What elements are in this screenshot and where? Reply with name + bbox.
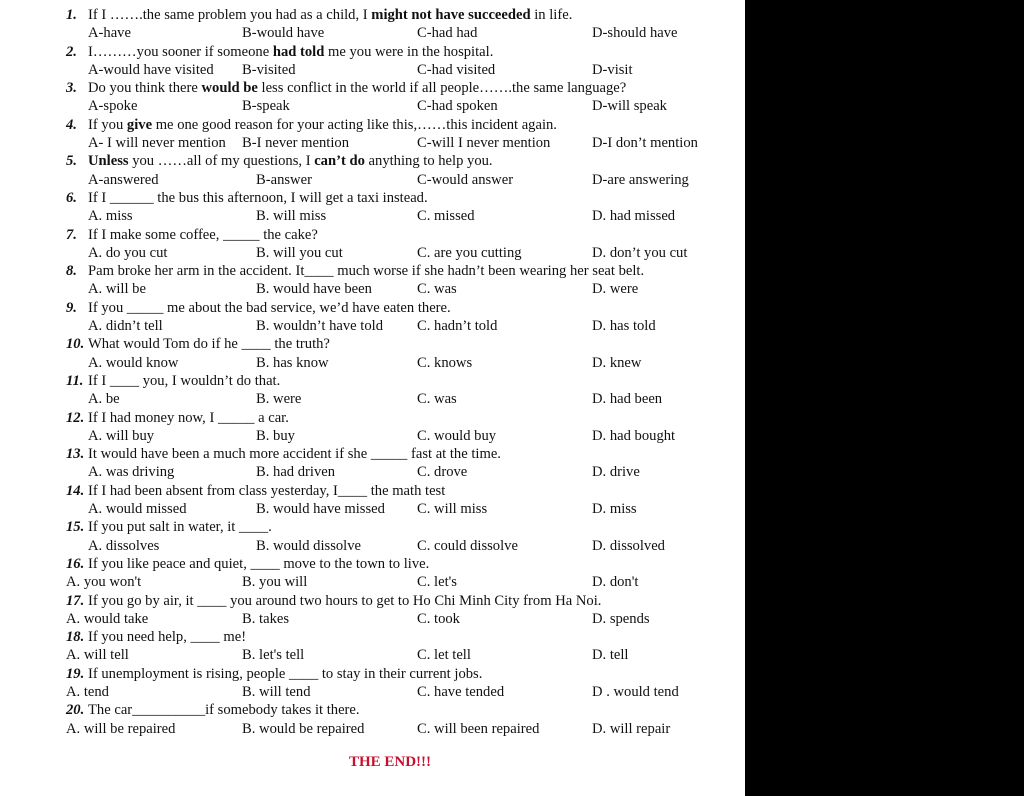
option-b: B. will you cut <box>256 244 343 261</box>
question-stem <box>88 372 280 390</box>
question-stem <box>88 518 272 536</box>
option-b: B-visited <box>242 61 296 78</box>
question-stem <box>88 555 429 573</box>
option-b: B. were <box>256 391 302 408</box>
option-b: B-I never mention <box>242 135 349 152</box>
option-b: B. will tend <box>242 683 311 700</box>
question-stem <box>88 226 318 244</box>
options-row <box>0 97 745 115</box>
option-c: C. let tell <box>417 647 471 664</box>
option-a: A-spoke <box>88 98 138 115</box>
option-c: C. have tended <box>417 683 505 700</box>
options-row <box>0 317 745 335</box>
stem-text: If I ______ the bus this afternoon, I will get a taxi instead. <box>88 189 428 206</box>
question-stem <box>88 335 330 353</box>
question-1 <box>0 6 745 24</box>
option-a: A- I will never mention <box>88 135 226 152</box>
bold-keyword: had told <box>272 43 325 60</box>
question-number: 19. <box>66 665 85 682</box>
question-3 <box>0 79 745 97</box>
question-15 <box>0 518 745 536</box>
options-row <box>0 537 745 555</box>
stem-text: If I make some coffee, _____ the cake? <box>88 226 318 243</box>
option-d: D. don’t you cut <box>592 244 688 261</box>
stem-text: me one good reason for your acting like this,……this incident again. <box>152 116 557 133</box>
question-stem <box>88 628 246 646</box>
option-d: D. had bought <box>592 427 676 444</box>
stem-text: in life. <box>530 7 573 23</box>
options-row <box>0 354 745 372</box>
option-d: D . would tend <box>592 683 679 700</box>
stem-text: If I had money now, I _____ a car. <box>88 409 289 426</box>
options-row <box>0 61 745 79</box>
question-2 <box>0 43 745 61</box>
question-13 <box>0 445 745 463</box>
question-8 <box>0 262 745 280</box>
option-b: B. takes <box>242 610 290 627</box>
option-a: A-answered <box>88 171 159 188</box>
question-5 <box>0 152 745 170</box>
option-b: B-answer <box>256 171 312 188</box>
options-row <box>0 463 745 481</box>
option-a: A. would know <box>88 354 179 371</box>
question-number: 13. <box>66 446 85 463</box>
question-20 <box>0 701 745 719</box>
options-row <box>0 134 745 152</box>
options-row <box>0 244 745 262</box>
question-12 <box>0 409 745 427</box>
question-number: 16. <box>66 555 85 572</box>
question-list <box>0 6 745 738</box>
stem-text: If you go by air, it ____ you around two hours to get to Ho Chi Minh City from Ha Noi. <box>88 592 602 609</box>
stem-text: If you <box>88 116 127 133</box>
question-number: 2. <box>66 43 77 60</box>
stem-text: If you like peace and quiet, ____ move to the town to live. <box>88 555 430 572</box>
stem-text: If I ____ you, I wouldn’t do that. <box>88 372 281 389</box>
option-d: D. tell <box>592 647 629 664</box>
option-a: A. be <box>88 391 120 408</box>
option-d: D. dissolved <box>592 537 665 554</box>
question-number: 14. <box>66 482 85 499</box>
option-a: A. miss <box>88 208 133 225</box>
option-b: B. will miss <box>256 208 327 225</box>
question-number: 7. <box>66 226 77 243</box>
option-d: D. has told <box>592 318 656 335</box>
option-d: D. will repair <box>592 720 671 737</box>
question-stem <box>88 79 626 97</box>
stem-text: If you need help, ____ me! <box>88 629 247 646</box>
stem-text: If you put salt in water, it ____. <box>88 519 272 536</box>
option-d: D. were <box>592 281 639 298</box>
stem-text: The car__________if somebody takes it there. <box>88 702 360 719</box>
question-stem <box>88 116 557 134</box>
option-a: A. will be <box>88 281 146 298</box>
question-number: 9. <box>66 299 77 316</box>
option-c: C. took <box>417 610 460 627</box>
option-a: A. would take <box>66 610 149 627</box>
stem-text: Pam broke her arm in the accident. It____ much worse if she hadn’t been wearing her seat belt. <box>88 263 645 280</box>
option-c: C. drove <box>417 464 468 481</box>
question-stem <box>88 409 289 427</box>
question-18 <box>0 628 745 646</box>
options-row <box>0 573 745 591</box>
question-number: 10. <box>66 336 85 353</box>
option-a: A-have <box>88 25 131 42</box>
options-row <box>0 427 745 445</box>
option-d: D. knew <box>592 354 642 371</box>
question-number: 18. <box>66 629 85 646</box>
option-c: C. hadn’t told <box>417 318 498 335</box>
stem-text: less conflict in the world if all people…….the same language? <box>257 80 627 97</box>
question-10 <box>0 335 745 353</box>
question-9 <box>0 299 745 317</box>
option-c: C. are you cutting <box>417 244 522 261</box>
option-a: A. dissolves <box>88 537 160 554</box>
option-d: D-I don’t mention <box>592 135 698 152</box>
question-stem <box>88 189 428 207</box>
option-a: A. will buy <box>88 427 155 444</box>
stem-text: I………you sooner if someone <box>88 43 273 60</box>
stem-text: If I had been absent from class yesterday, I____ the math test <box>88 482 446 499</box>
question-stem <box>88 43 493 61</box>
question-stem <box>88 299 451 317</box>
option-c: C. was <box>417 391 457 408</box>
option-d: D. had missed <box>592 208 676 225</box>
option-d: D. drive <box>592 464 640 481</box>
option-c: C. was <box>417 281 457 298</box>
question-7 <box>0 226 745 244</box>
question-number: 11. <box>66 372 84 389</box>
question-number: 12. <box>66 409 85 426</box>
option-d: D. miss <box>592 501 637 518</box>
options-row <box>0 390 745 408</box>
question-14 <box>0 482 745 500</box>
option-d: D-are answering <box>592 171 689 188</box>
question-stem <box>88 152 493 170</box>
option-a: A. didn’t tell <box>88 318 163 335</box>
option-b: B. wouldn’t have told <box>256 318 384 335</box>
options-row <box>0 24 745 42</box>
options-row <box>0 610 745 628</box>
option-b: B. had driven <box>256 464 336 481</box>
option-b: B. would dissolve <box>256 537 361 554</box>
options-row <box>0 683 745 701</box>
question-stem <box>88 445 501 463</box>
question-stem <box>88 482 445 500</box>
option-d: D. had been <box>592 391 663 408</box>
option-b: B. would be repaired <box>242 720 365 737</box>
option-b: B-speak <box>242 98 290 115</box>
options-row <box>0 646 745 664</box>
question-6 <box>0 189 745 207</box>
option-c: C. knows <box>417 354 473 371</box>
bold-keyword: would be <box>201 80 258 97</box>
question-11 <box>0 372 745 390</box>
question-19 <box>0 665 745 683</box>
option-b: B. would have been <box>256 281 372 298</box>
option-d: D. don't <box>592 574 639 591</box>
option-b: B. let's tell <box>242 647 305 664</box>
question-stem <box>88 6 572 24</box>
option-c: C-had visited <box>417 61 496 78</box>
question-number: 6. <box>66 189 77 206</box>
option-c: C. would buy <box>417 427 497 444</box>
option-a: A. will tell <box>66 647 129 664</box>
options-row <box>0 720 745 738</box>
question-stem <box>88 665 482 683</box>
options-row <box>0 171 745 189</box>
bold-keyword: Unless <box>88 153 129 170</box>
option-a: A. tend <box>66 683 109 700</box>
question-number: 5. <box>66 153 77 170</box>
option-c: C. will miss <box>417 501 488 518</box>
question-number: 20. <box>66 702 85 719</box>
option-a: A. would missed <box>88 501 187 518</box>
stem-text: What would Tom do if he ____ the truth? <box>88 336 330 353</box>
question-stem <box>88 592 601 610</box>
stem-text: me you were in the hospital. <box>324 43 494 60</box>
question-stem <box>88 262 644 280</box>
option-c: C. will been repaired <box>417 720 540 737</box>
question-16 <box>0 555 745 573</box>
option-a: A-would have visited <box>88 61 214 78</box>
question-4 <box>0 116 745 134</box>
stem-text: If unemployment is rising, people ____ to stay in their current jobs. <box>88 665 483 682</box>
question-number: 3. <box>66 80 77 97</box>
stem-text: anything to help you. <box>364 153 493 170</box>
options-row <box>0 207 745 225</box>
bold-keyword: might not have succeeded <box>371 7 531 23</box>
stem-text: you ……all of my questions, I <box>128 153 315 170</box>
stem-text: If I …….the same problem you had as a child, I <box>88 7 372 23</box>
option-c: C. let's <box>417 574 457 591</box>
option-c: C. missed <box>417 208 475 225</box>
question-number: 15. <box>66 519 85 536</box>
stem-text: Do you think there <box>88 80 202 97</box>
stem-text: It would have been a much more accident if she _____ fast at the time. <box>88 446 501 463</box>
option-b: B. you will <box>242 574 308 591</box>
option-a: A. was driving <box>88 464 175 481</box>
option-d: D-visit <box>592 61 633 78</box>
end-text: THE END!!! <box>348 754 432 770</box>
question-17 <box>0 592 745 610</box>
option-d: D-will speak <box>592 98 667 115</box>
option-b: B. has know <box>256 354 329 371</box>
question-number: 8. <box>66 263 77 280</box>
options-row <box>0 280 745 298</box>
option-b: B. buy <box>256 427 295 444</box>
option-c: C-had spoken <box>417 98 498 115</box>
option-b: B. would have missed <box>256 501 385 518</box>
bold-keyword: can’t do <box>314 153 365 170</box>
question-number: 1. <box>66 7 77 23</box>
option-c: C-would answer <box>417 171 514 188</box>
options-row <box>0 500 745 518</box>
option-c: C. could dissolve <box>417 537 518 554</box>
option-c: C-will I never mention <box>417 135 551 152</box>
option-c: C-had had <box>417 25 478 42</box>
option-d: D. spends <box>592 610 650 627</box>
question-stem <box>88 701 360 719</box>
option-a: A. do you cut <box>88 244 168 261</box>
bold-keyword: give <box>126 116 153 133</box>
option-a: A. will be repaired <box>66 720 176 737</box>
question-number: 17. <box>66 592 85 609</box>
option-b: B-would have <box>242 25 325 42</box>
stem-text: If you _____ me about the bad service, we’d have eaten there. <box>88 299 451 316</box>
question-number: 4. <box>66 116 77 133</box>
option-d: D-should have <box>592 25 678 42</box>
option-a: A. you won't <box>66 574 142 591</box>
